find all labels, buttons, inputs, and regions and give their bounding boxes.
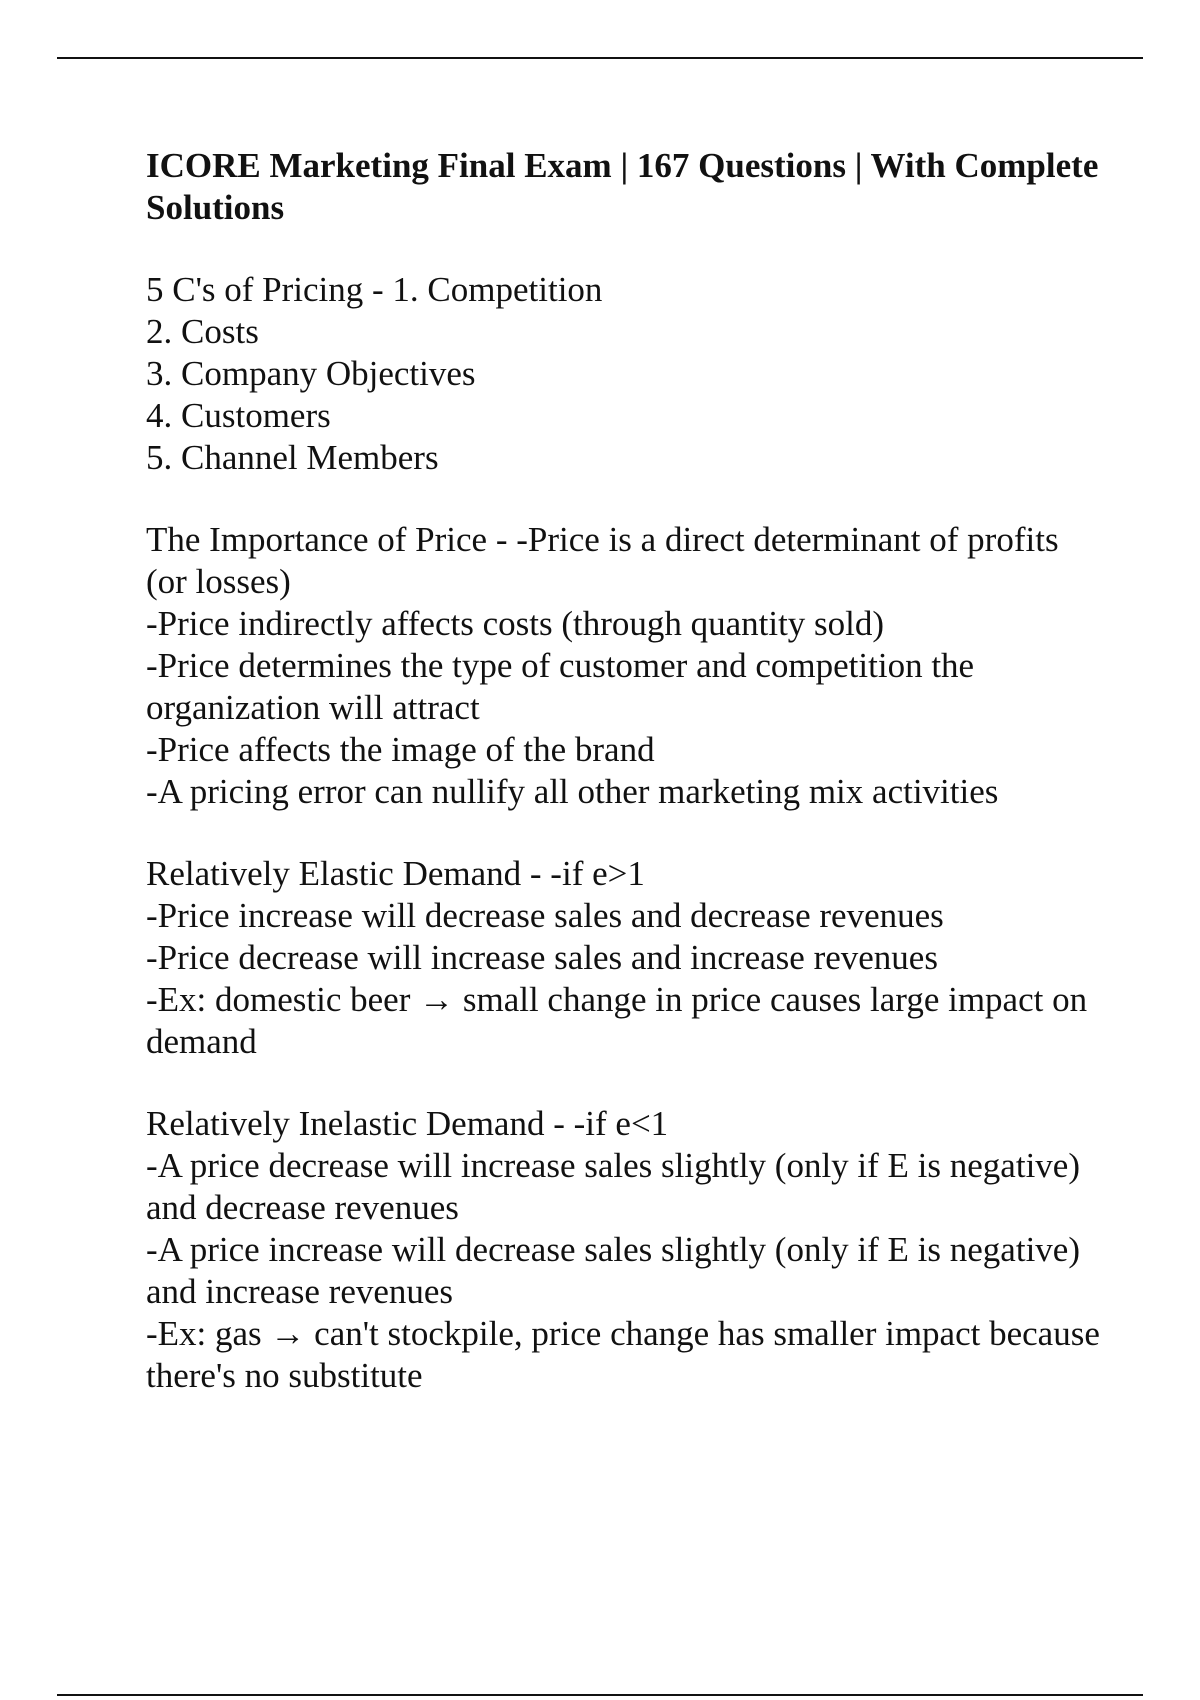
qa-entry-3 [146, 853, 1106, 1063]
entry-line: 3. Company Objectives [146, 354, 476, 393]
document-body [146, 145, 1109, 1437]
entry-line: -A pricing error can nullify all other marketing mix activities [146, 772, 999, 811]
entry-line: -Price decrease will increase sales and increase revenues [146, 938, 938, 977]
entry-line: 4. Customers [146, 396, 331, 435]
entry-line: Relatively Inelastic Demand - -if e<1 [146, 1104, 669, 1143]
entry-line: -A price increase will decrease sales slightly (only if E is negative) and increase revenues [146, 1230, 1089, 1311]
entry-line: -Price affects the image of the brand [146, 730, 655, 769]
document-title: ICORE Marketing Final Exam | 167 Questions | With Complete Solutions [146, 146, 1099, 227]
entry-line: Relatively Elastic Demand - -if e>1 [146, 854, 645, 893]
entry-line: -Ex: gas → can't stockpile, price change has smaller impact because there's no substitute [146, 1314, 1109, 1395]
entry-line: 5. Channel Members [146, 438, 439, 477]
top-rule [57, 57, 1143, 59]
entry-line: -A price decrease will increase sales slightly (only if E is negative) and decrease revenues [146, 1146, 1089, 1227]
qa-entry-2 [146, 519, 1106, 813]
qa-entry-1 [146, 269, 1106, 479]
entry-line: -Price increase will decrease sales and decrease revenues [146, 896, 944, 935]
entry-line: -Ex: domestic beer → small change in price causes large impact on demand [146, 980, 1096, 1061]
entry-line: -Price determines the type of customer and competition the organization will attract [146, 646, 983, 727]
qa-entry-4 [146, 1103, 1109, 1397]
bottom-rule [57, 1694, 1143, 1696]
entry-line: The Importance of Price - -Price is a direct determinant of profits (or losses) [146, 520, 1068, 601]
entry-line: 5 C's of Pricing - 1. Competition [146, 270, 603, 309]
entry-line: -Price indirectly affects costs (through quantity sold) [146, 604, 885, 643]
entry-line: 2. Costs [146, 312, 259, 351]
